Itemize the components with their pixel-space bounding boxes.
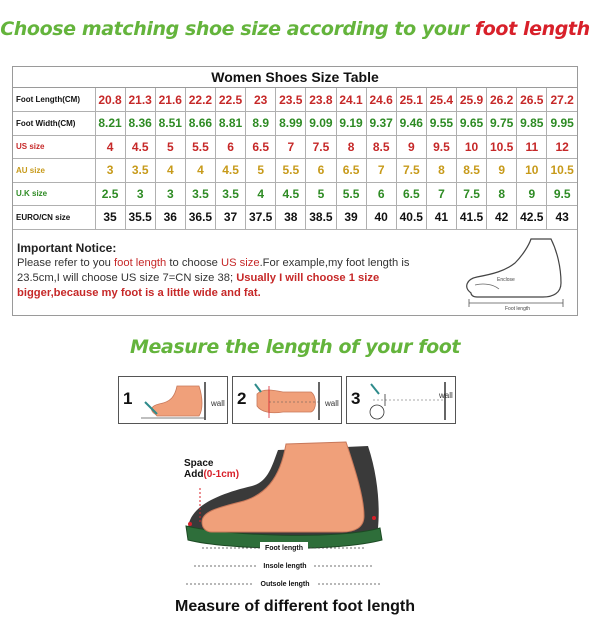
table-cell: 38 [276,206,306,230]
table-cell: 2.5 [95,182,125,206]
space-label-range: (0-1cm) [203,469,240,480]
table-row [13,159,577,183]
table-cell: 9.5 [426,135,456,159]
space-label-line2: Add [184,469,204,480]
table-cell: 8.5 [366,135,396,159]
headline-accent: foot length [474,18,590,40]
notice-text-3: .For example,my foot length is 23.5cm,I will choose US size 7=CN size 38; [17,257,410,284]
table-cell: 8.81 [216,112,246,136]
row-label: U.K size [13,182,95,206]
table-cell: 4 [155,159,185,183]
table-cell: 39 [336,206,366,230]
measure-headline: Measure the length of your foot [129,336,461,358]
table-cell: 25.1 [396,88,426,112]
table-cell: 25.9 [457,88,487,112]
table-cell: 7 [426,182,456,206]
table-cell: 6.5 [396,182,426,206]
table-cell: 8.99 [276,112,306,136]
table-cell: 23.5 [276,88,306,112]
row-label: US size [13,135,95,159]
step-2-wall-label: wall [325,399,339,408]
table-cell: 8 [426,159,456,183]
table-cell: 9.09 [306,112,336,136]
table-cell: 9 [396,135,426,159]
table-cell: 3 [125,182,155,206]
table-cell: 26.5 [517,88,547,112]
table-cell: 22.2 [185,88,215,112]
table-cell: 25.4 [426,88,456,112]
foot-length-measure: Foot length [264,545,304,552]
row-label: EURO/CN size [13,206,95,230]
table-cell: 5 [246,159,276,183]
table-cell: 9.85 [517,112,547,136]
table-row [13,182,577,206]
table-cell: 6 [366,182,396,206]
table-cell: 9.65 [457,112,487,136]
notice-title: Important Notice: [17,241,117,255]
foot-length-label: Foot length [505,306,531,312]
table-cell: 42 [487,206,517,230]
step-3-number: 3 [351,389,361,408]
table-cell: 20.8 [95,88,125,112]
notice-us-size: US size [221,257,260,269]
table-cell: 4 [185,159,215,183]
notice-foot-length: foot length [114,257,167,269]
step-1-wall-label: wall [211,399,225,408]
table-cell: 4.5 [125,135,155,159]
notice-text-1: Please refer to you [17,257,115,269]
table-cell: 38.5 [306,206,336,230]
table-cell: 6 [216,135,246,159]
table-cell: 8.51 [155,112,185,136]
table-cell: 12 [547,135,577,159]
table-cell: 23.8 [306,88,336,112]
step-3-wall-label: wall [439,391,453,400]
table-cell: 4.5 [216,159,246,183]
table-cell: 35.5 [125,206,155,230]
table-cell: 6.5 [336,159,366,183]
table-cell: 8.21 [95,112,125,136]
table-cell: 10.5 [547,159,577,183]
table-cell: 5.5 [185,135,215,159]
table-cell: 5.5 [336,182,366,206]
table-cell: 3.5 [216,182,246,206]
table-cell: 37 [216,206,246,230]
table-cell: 10 [517,159,547,183]
table-cell: 7.5 [457,182,487,206]
table-cell: 8.66 [185,112,215,136]
table-cell: 5.5 [276,159,306,183]
table-cell: 10.5 [487,135,517,159]
enclose-label: Enclose [497,277,515,283]
table-cell: 8.36 [125,112,155,136]
table-cell: 9 [517,182,547,206]
table-cell: 9.37 [366,112,396,136]
row-label: AU size [13,159,95,183]
table-cell: 7.5 [306,135,336,159]
table-cell: 9.95 [547,112,577,136]
table-cell: 8.5 [457,159,487,183]
table-cell: 8 [487,182,517,206]
page-headline [0,18,590,40]
table-title: Women Shoes Size Table [13,67,577,88]
table-cell: 5 [306,182,336,206]
table-cell: 24.6 [366,88,396,112]
table-cell: 10 [457,135,487,159]
table-cell: 7.5 [396,159,426,183]
table-cell: 37.5 [246,206,276,230]
table-cell: 6 [306,159,336,183]
row-label: Foot Width(CM) [13,112,95,136]
space-label-line1: Space [184,458,214,469]
foot-outline [467,239,561,297]
step-1-number: 1 [123,389,133,408]
table-cell: 4.5 [276,182,306,206]
headline-text: Choose matching shoe size according to your [0,18,469,40]
table-cell: 40.5 [396,206,426,230]
table-cell: 9 [487,159,517,183]
table-cell: 9.55 [426,112,456,136]
outsole-length-measure: Outsole length [260,581,310,588]
important-notice [17,241,447,301]
foot-outline-diagram [453,237,575,313]
table-row [13,206,577,230]
size-table-box [12,66,578,316]
table-cell: 8 [336,135,366,159]
table-cell: 42.5 [517,206,547,230]
table-cell: 36.5 [185,206,215,230]
table-cell: 5 [155,135,185,159]
row-label: Foot Length(CM) [13,88,95,112]
table-cell: 21.6 [155,88,185,112]
notice-text-2: to choose [166,257,222,269]
table-cell: 9.46 [396,112,426,136]
table-cell: 21.3 [125,88,155,112]
table-cell: 23 [246,88,276,112]
table-cell: 3 [95,159,125,183]
notice-size-advice: Usually I will choose 1 size bigger,because my foot is a little wide and fat. [17,272,380,299]
step-1 [118,376,228,424]
table-cell: 11 [517,135,547,159]
table-cell: 36 [155,206,185,230]
table-cell: 24.1 [336,88,366,112]
step-2-number: 2 [237,389,247,408]
table-cell: 9.19 [336,112,366,136]
notice-body [17,256,447,301]
table-cell: 22.5 [216,88,246,112]
table-cell: 43 [547,206,577,230]
bottom-title: Measure of different foot length [175,598,415,615]
table-row [13,112,577,136]
table-cell: 27.2 [547,88,577,112]
step-2 [232,376,342,424]
table-cell: 41 [426,206,456,230]
table-cell: 6.5 [246,135,276,159]
table-cell: 40 [366,206,396,230]
table-cell: 35 [95,206,125,230]
step-3-measure-image [363,380,455,422]
shoe-diagram [168,436,408,596]
table-cell: 4 [95,135,125,159]
table-cell: 7 [366,159,396,183]
table-cell: 41.5 [457,206,487,230]
table-cell: 3 [155,182,185,206]
table-row [13,88,577,112]
table-cell: 4 [246,182,276,206]
table-cell: 3.5 [125,159,155,183]
table-cell: 3.5 [185,182,215,206]
table-cell: 26.2 [487,88,517,112]
size-table [13,88,577,230]
space-label [184,458,239,480]
step-3 [346,376,456,424]
table-row [13,135,577,159]
table-cell: 9.75 [487,112,517,136]
table-cell: 8.9 [246,112,276,136]
measure-steps [118,376,458,426]
table-cell: 7 [276,135,306,159]
insole-length-measure: Insole length [263,563,307,570]
table-cell: 9.5 [547,182,577,206]
